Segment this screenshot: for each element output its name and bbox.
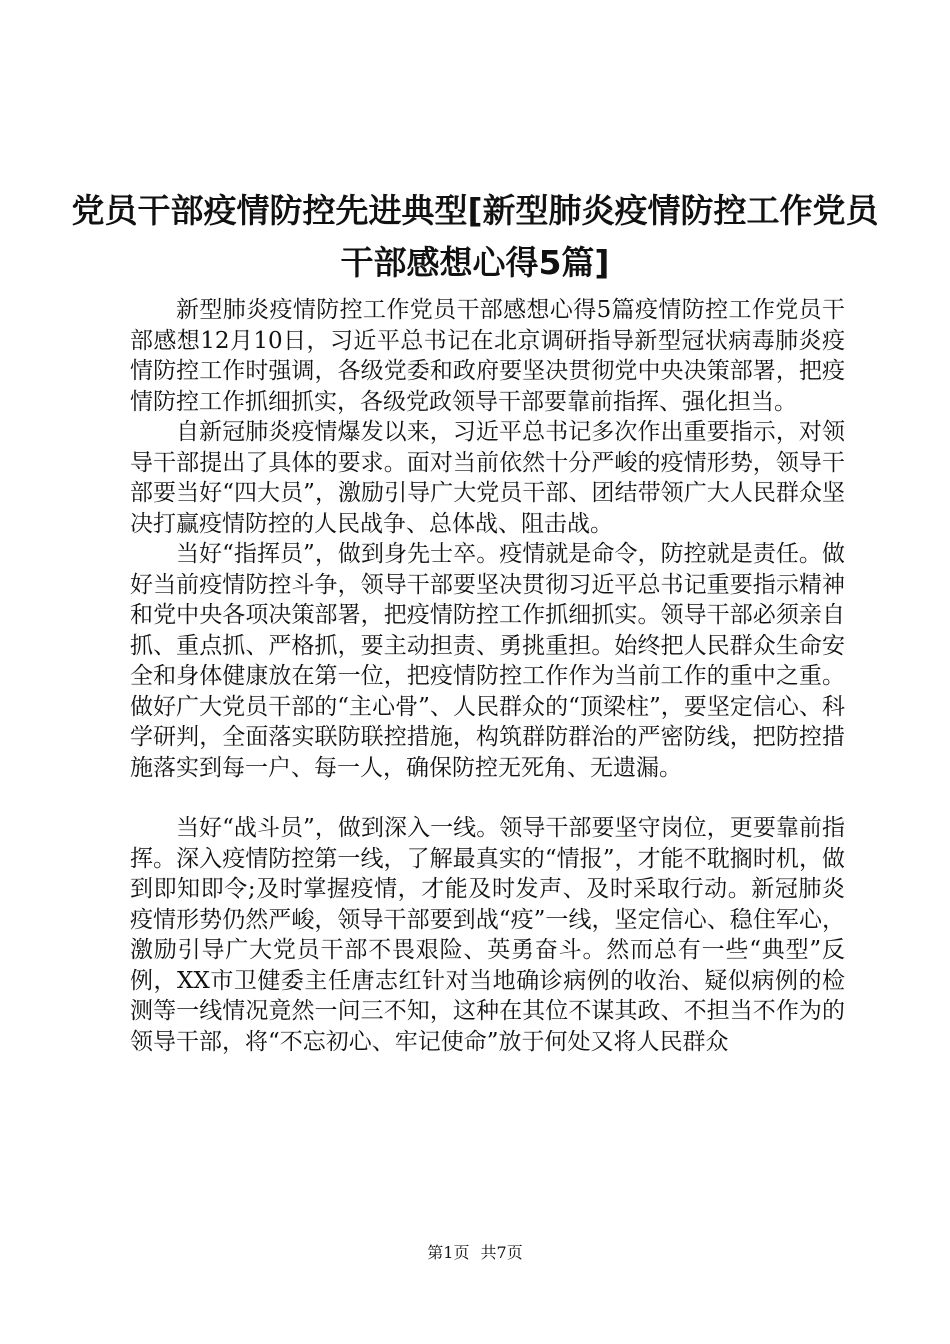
document-body [130, 295, 845, 1057]
paragraph-1: 新型肺炎疫情防控工作党员干部感想心得5篇疫情防控工作党员干部感想12月10日，习近平总书记在北京调研指导新型冠状病毒肺炎疫情防控工作时强调，各级党委和政府要坚决贯彻党中央决策部署，把疫情防控工作抓细抓实，各级党政领导干部要靠前指挥、强化担当。 [130, 297, 845, 415]
page-number: 第1页 [427, 1243, 470, 1262]
page-total: 共7页 [480, 1243, 523, 1262]
page-footer [0, 1243, 950, 1263]
paragraph-2: 自新冠肺炎疫情爆发以来，习近平总书记多次作出重要指示，对领导干部提出了具体的要求。面对当前依然十分严峻的疫情形势，领导干部要当好“四大员”，激励引导广大党员干部、团结带领广大人民群众坚决打赢疫情防控的人民战争、总体战、阻击战。 [130, 419, 845, 537]
document-title: 党员干部疫情防控先进典型[新型肺炎疫情防控工作党员干部感想心得5篇] [71, 191, 879, 282]
paragraph-4: 当好“战斗员”，做到深入一线。领导干部要坚守岗位，更要靠前指挥。深入疫情防控第一线，了解最真实的“情报”，才能不耽搁时机，做到即知即令;及时掌握疫情，才能及时发声、及时采取行动。新冠肺炎疫情形势仍然严峻，领导干部要到战“疫”一线，坚定信心、稳住军心，激励引导广大党员干部不畏艰险、英勇奋斗。然而总有一些“典型”反例，XX市卫健委主任唐志红针对当地确诊病例的收治、疑似病例的检测等一线情况竟然一问三不知，这种在其位不谋其政、不担当不作为的领导干部，将“不忘初心、牢记使命”放于何处又将人民群众 [130, 815, 845, 1055]
paragraph-3: 当好“指挥员”，做到身先士卒。疫情就是命令，防控就是责任。做好当前疫情防控斗争，领导干部要坚决贯彻习近平总书记重要指示精神和党中央各项决策部署，把疫情防控工作抓细抓实。领导干部必须亲自抓、重点抓、严格抓，要主动担责、勇挑重担。始终把人民群众生命安全和身体健康放在第一位，把疫情防控工作作为当前工作的重中之重。做好广大党员干部的“主心骨”、人民群众的“顶梁柱”，要坚定信心、科学研判，全面落实联防联控措施，构筑群防群治的严密防线，把防控措施落实到每一户、每一人，确保防控无死角、无遗漏。 [130, 541, 845, 781]
